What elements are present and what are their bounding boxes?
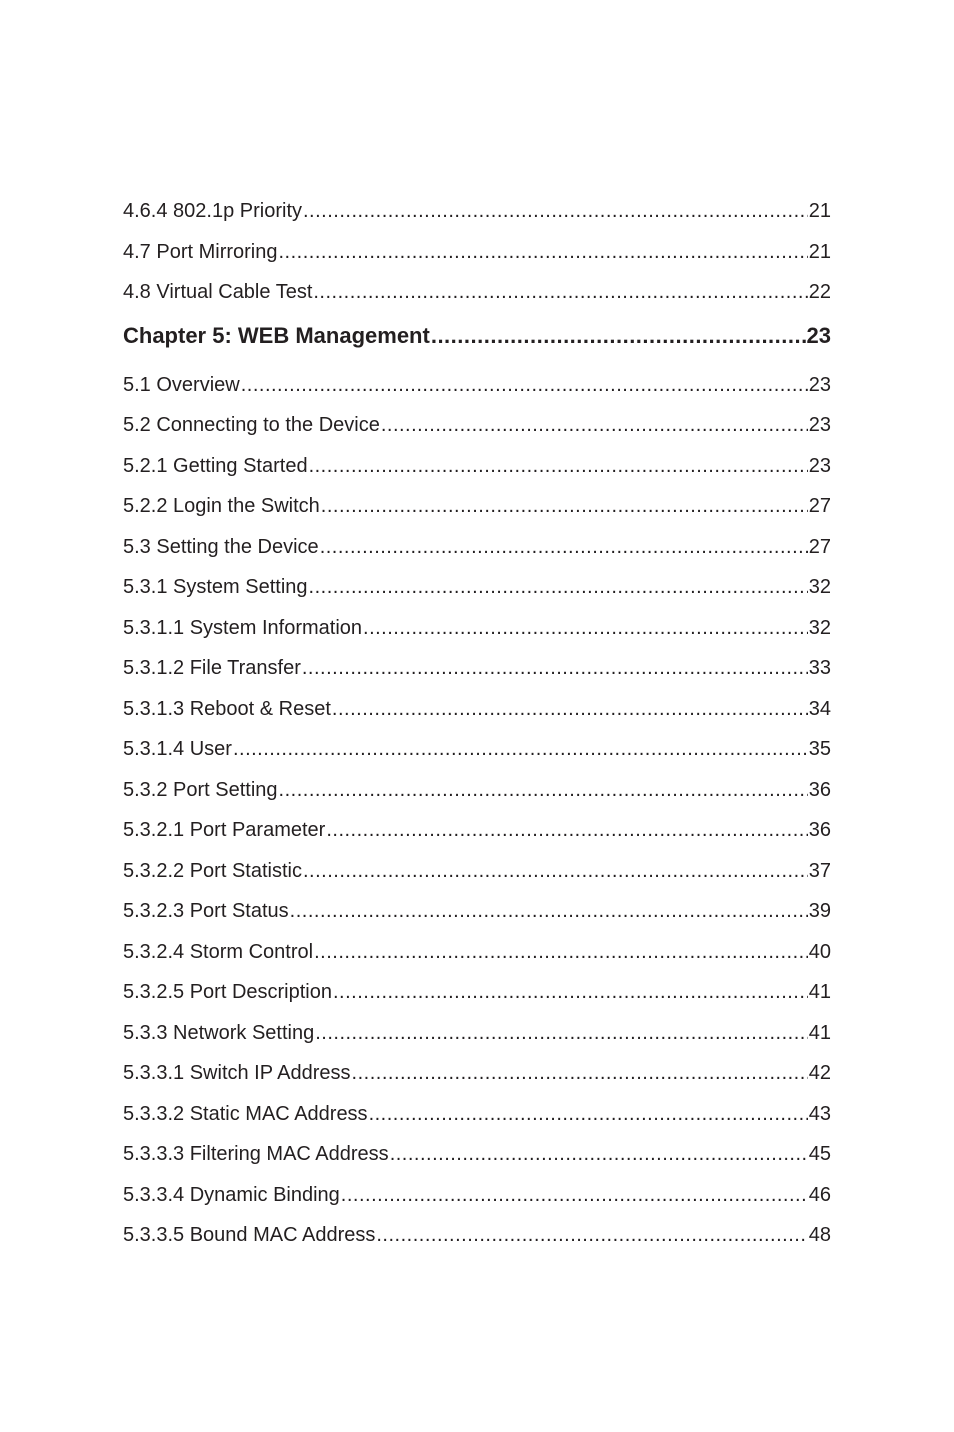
toc-chapter-page: 23 [806, 322, 831, 348]
toc-entry-title: 5.2 Connecting to the Device [123, 414, 380, 436]
toc-entry-title: 4.7 Port Mirroring [123, 240, 278, 263]
toc-entry-title: 5.1 Overview [123, 373, 240, 396]
toc-entry-page: 21 [808, 240, 831, 263]
toc-entry[interactable] [123, 200, 831, 241]
toc-entry[interactable] [123, 617, 831, 658]
toc-entry[interactable] [123, 981, 831, 1022]
toc-dot-leader [376, 1224, 807, 1247]
toc-entry-title: 5.2.2 Login the Switch [123, 495, 320, 517]
toc-entry-page: 40 [808, 940, 831, 963]
toc-entry-page: 45 [808, 1143, 831, 1165]
toc-entry[interactable] [123, 698, 831, 739]
toc-dot-leader [279, 779, 808, 802]
toc-chapter-entry[interactable] [123, 323, 831, 371]
toc-entry-title: 4.8 Virtual Cable Test [123, 281, 313, 303]
toc-entry[interactable] [123, 455, 831, 496]
toc-entry[interactable] [123, 495, 831, 536]
toc-dot-leader [320, 536, 808, 559]
toc-entry[interactable] [123, 374, 831, 415]
toc-entry-page: 27 [808, 495, 831, 517]
toc-dot-leader [314, 941, 808, 964]
toc-entry[interactable] [123, 1062, 831, 1103]
toc-entry-page: 36 [808, 819, 831, 841]
toc-entry-title: 5.3.3.2 Static MAC Address [123, 1102, 368, 1125]
toc-entry-page: 34 [808, 697, 831, 720]
toc-entry-page: 22 [808, 281, 831, 303]
toc-entry-page: 39 [808, 900, 831, 922]
toc-dot-leader [332, 698, 808, 721]
toc-entry-title: 5.3.3.3 Filtering MAC Address [123, 1143, 389, 1165]
toc-entry-title: 5.3.1.3 Reboot & Reset [123, 697, 331, 720]
toc-dot-leader [313, 281, 807, 304]
toc-dot-leader [352, 1062, 808, 1085]
toc-entry-title: 5.3.1 System Setting [123, 576, 308, 598]
toc-entry[interactable] [123, 241, 831, 282]
toc-dot-leader [303, 860, 808, 883]
toc-dot-leader [241, 374, 808, 397]
toc-entry[interactable] [123, 1022, 831, 1063]
toc-entry-page: 41 [808, 1021, 831, 1044]
toc-entry[interactable] [123, 657, 831, 698]
toc-entry-title: 5.3.3.4 Dynamic Binding [123, 1183, 340, 1206]
toc-entry-title: 5.3.1.2 File Transfer [123, 657, 301, 679]
toc-dot-leader [326, 819, 807, 842]
toc-dot-leader [290, 900, 808, 923]
toc-entry-page: 32 [808, 576, 831, 598]
toc-entry-title: 5.3.2.2 Port Statistic [123, 859, 302, 882]
toc-entry[interactable] [123, 900, 831, 941]
toc-entry-page: 23 [808, 414, 831, 436]
toc-entry-page: 43 [808, 1102, 831, 1125]
toc-entry-title: 5.2.1 Getting Started [123, 454, 308, 477]
toc-entry[interactable] [123, 779, 831, 820]
toc-entry[interactable] [123, 738, 831, 779]
toc-entry[interactable] [123, 860, 831, 901]
toc-entry-page: 33 [808, 657, 831, 679]
toc-entry-title: 5.3.2.1 Port Parameter [123, 819, 326, 841]
toc-entry-page: 35 [808, 738, 831, 760]
toc-entry[interactable] [123, 1184, 831, 1225]
toc-dot-leader [315, 1022, 808, 1045]
toc-entry[interactable] [123, 414, 831, 455]
toc-entry-page: 48 [808, 1224, 831, 1246]
toc-entry[interactable] [123, 576, 831, 617]
toc-entry-page: 37 [808, 859, 831, 882]
toc-entry-title: 5.3.1.1 System Information [123, 616, 363, 639]
toc-entry[interactable] [123, 536, 831, 577]
toc-entry[interactable] [123, 819, 831, 860]
toc-entry-title: 5.3.2 Port Setting [123, 778, 278, 801]
toc-entry[interactable] [123, 941, 831, 982]
toc-entry-page: 32 [808, 616, 831, 639]
toc-entry-title: 5.3.3 Network Setting [123, 1021, 315, 1044]
toc-chapter-title: Chapter 5: WEB Management [123, 322, 430, 348]
toc-dot-leader [302, 657, 808, 680]
toc-dot-leader [309, 455, 808, 478]
toc-dot-leader [321, 495, 808, 518]
toc-dot-leader [363, 617, 808, 640]
toc-entry-page: 36 [808, 778, 831, 801]
table-of-contents [123, 200, 831, 1265]
toc-dot-leader [279, 241, 808, 264]
toc-entry-page: 27 [808, 535, 831, 558]
toc-entry[interactable] [123, 1143, 831, 1184]
toc-dot-leader [390, 1143, 808, 1166]
toc-entry-title: 5.3.2.5 Port Description [123, 981, 332, 1003]
toc-entry-page: 23 [808, 454, 831, 477]
toc-dot-leader [431, 323, 806, 349]
toc-entry-page: 41 [808, 981, 831, 1003]
toc-entry-page: 21 [808, 200, 831, 222]
toc-entry-title: 5.3.2.3 Port Status [123, 900, 289, 922]
toc-dot-leader [303, 200, 808, 223]
toc-entry-page: 42 [808, 1062, 831, 1084]
toc-dot-leader [233, 738, 808, 761]
toc-dot-leader [309, 576, 808, 599]
toc-dot-leader [341, 1184, 808, 1207]
toc-entry-title: 5.3.1.4 User [123, 738, 232, 760]
toc-entry-title: 5.3.3.5 Bound MAC Address [123, 1224, 376, 1246]
toc-entry-title: 5.3 Setting the Device [123, 535, 319, 558]
toc-entry-title: 4.6.4 802.1p Priority [123, 200, 302, 222]
toc-dot-leader [333, 981, 808, 1004]
toc-entry[interactable] [123, 1103, 831, 1144]
toc-entry[interactable] [123, 281, 831, 322]
toc-entry-page: 23 [808, 373, 831, 396]
toc-dot-leader [369, 1103, 808, 1126]
toc-entry-title: 5.3.3.1 Switch IP Address [123, 1062, 351, 1084]
toc-entry[interactable] [123, 1224, 831, 1265]
toc-dot-leader [381, 414, 808, 437]
toc-entry-page: 46 [808, 1183, 831, 1206]
toc-entry-title: 5.3.2.4 Storm Control [123, 940, 314, 963]
